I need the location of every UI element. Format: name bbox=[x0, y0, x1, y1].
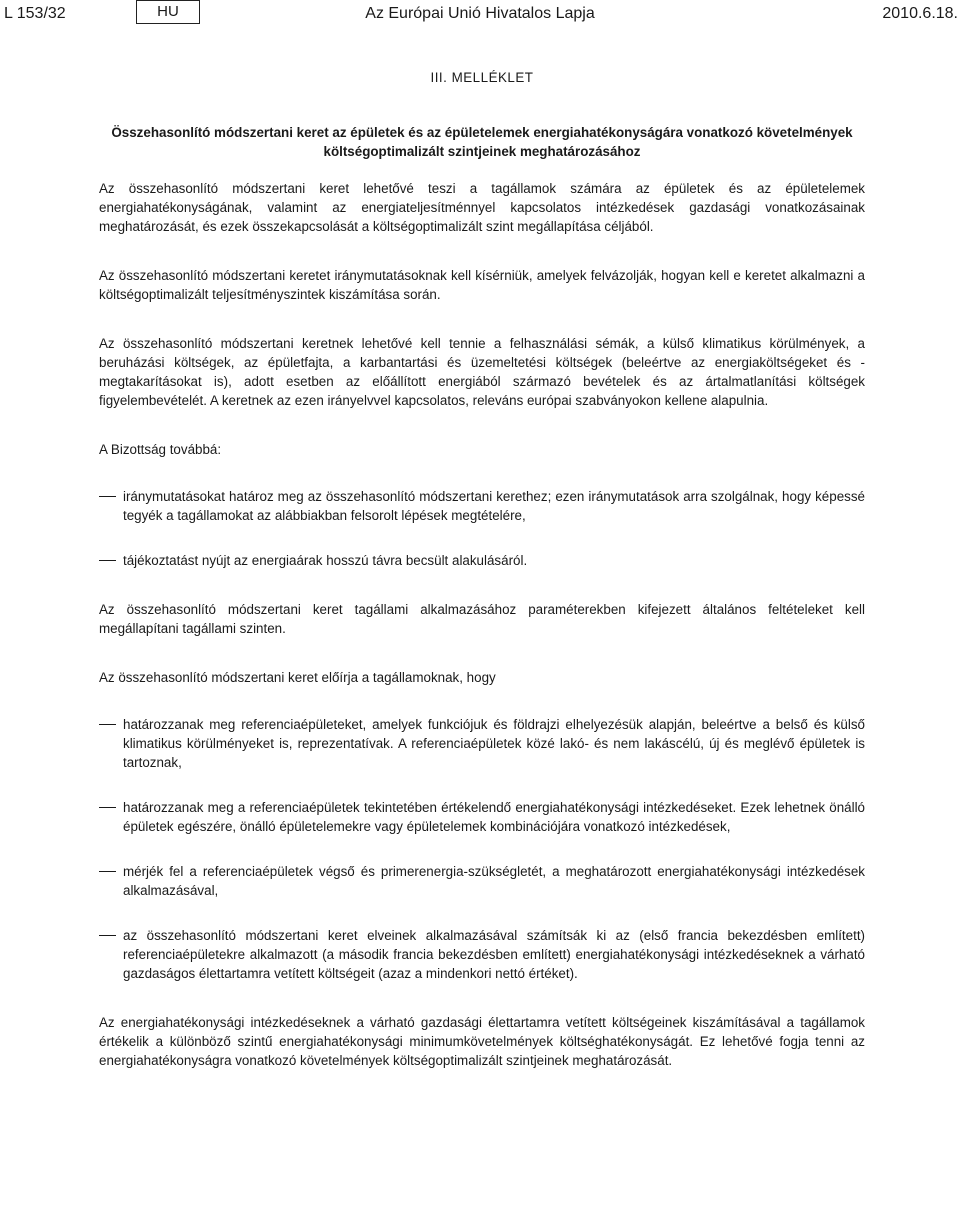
page-number: L 153/32 bbox=[4, 5, 66, 22]
document-body bbox=[99, 68, 865, 1070]
paragraph-closing: Az energiahatékonysági intézkedéseknek a várható gazdasági élettartamra vetített költségeinek kiszámításával a tagállamok értékelik a különböző szintű energiahatékonysági minimumkövetelmények költséghatékonyságát. Ez lehetővé fogja tenni az energiahatékonyságra vonatkozó követelmények költségoptimalizált szintjeinek meghatározását. bbox=[99, 1015, 865, 1068]
paragraph-requires: Az összehasonlító módszertani keret előírja a tagállamoknak, hogy bbox=[99, 670, 496, 685]
list-item: mérjék fel a referenciaépületek végső és primerenergia-szükségletét, a meghatározott energiahatékonysági intézkedések alkalmazásával, bbox=[99, 862, 865, 900]
list-item: határozzanak meg a referenciaépületek tekintetében értékelendő energiahatékonysági intézkedéseket. Ezek lehetnek önálló épületek egészére, önálló épületelemekre vagy épületelemek kombinációjára vonatkozó intézkedések, bbox=[99, 798, 865, 836]
publication-date: 2010.6.18. bbox=[882, 5, 958, 22]
paragraph-commission: A Bizottság továbbá: bbox=[99, 442, 222, 457]
paragraph-national: Az összehasonlító módszertani keret tagállami alkalmazásához paraméterekben kifejezett általános feltételeket kell megállapítani tagállami szinten. bbox=[99, 602, 865, 636]
commission-list bbox=[99, 487, 865, 570]
list-item: iránymutatásokat határoz meg az összehasonlító módszertani kerethez; ezen iránymutatások arra szolgálnak, hogy képessé tegyék a tagállamokat az alábbiakban felsorolt lépések megtételére, bbox=[99, 487, 865, 525]
paragraph-guidelines: Az összehasonlító módszertani keretet iránymutatásoknak kell kísérniük, amelyek felvázolják, hogyan kell e keretet alkalmazni a költségoptimalizált teljesítményszintek kiszámítása során. bbox=[99, 268, 865, 302]
list-item: határozzanak meg referenciaépületeket, amelyek funkciójuk és földrajzi elhelyezésük alapján, beleértve a belső és külső klimatikus körülményeket is, reprezentatívak. A referenciaépületek közé lakó- és nem lakáscélú, új és meglévő épületek is tartoznak, bbox=[99, 715, 865, 772]
annex-title: III. MELLÉKLET bbox=[430, 70, 534, 85]
paragraph-scope: Az összehasonlító módszertani keretnek lehetővé kell tennie a felhasználási sémák, a külső klimatikus körülmények, a beruházási költségek, az épületfajta, a karbantartási és üzemeltetési költségek (beleértve az energiaköltségeket és -megtakarításokat is), adott esetben az előállított energiából származó bevételek és az ártalmatlanítási költségek figyelembevételét. A keretnek az ezen irányelvvel kapcsolatos, releváns európai szabványokon kellene alapulnia. bbox=[99, 336, 865, 408]
page-header bbox=[0, 0, 960, 28]
list-item: tájékoztatást nyújt az energiaárak hosszú távra becsült alakulásáról. bbox=[99, 551, 865, 570]
language-badge: HU bbox=[136, 0, 200, 24]
journal-title: Az Európai Unió Hivatalos Lapja bbox=[365, 5, 595, 22]
list-item: az összehasonlító módszertani keret elveinek alkalmazásával számítsák ki az (első francia bekezdésben említett) referenciaépületekre alkalmazott (a második francia bekezdésben említett) energiahatékonysági intézkedéseknek a várható gazdaságos élettartamra vetített költségeit (azaz a mindenkori nettó értéket). bbox=[99, 926, 865, 983]
document-title: Összehasonlító módszertani keret az épületek és az épületelemek energiahatékonyságára vonatkozó követelmények költségoptimalizált szintjeinek meghatározásához bbox=[111, 125, 853, 159]
paragraph-intro: Az összehasonlító módszertani keret lehetővé teszi a tagállamok számára az épületek és az épületelemek energiahatékonyságának, valamint az energiateljesítménnyel kapcsolatos intézkedések gazdasági vonatkozásainak meghatározását, és ezek összekapcsolását a költségoptimalizált szint megállapítása céljából. bbox=[99, 181, 865, 234]
member-state-list bbox=[99, 715, 865, 983]
